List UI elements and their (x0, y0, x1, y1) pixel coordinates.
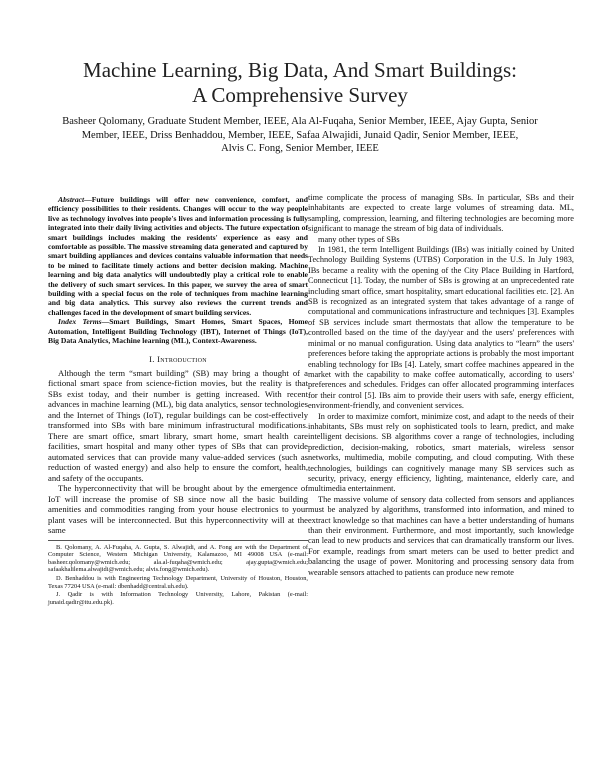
intro-paragraph: Although the term “smart building” (SB) may bring a thought of a fictional smart space from science-fiction movies, but the reality is that SBs exist today, and their number is getting increased. With recent advances in machine learning (ML), big data analytics, sensor technologies and the Internet of Things (IoT), regular buildings can be cost-effectively transformed into SBs with bare minimum infrastructural modifications. There are smart office, smart library, smart home, smart health care facilities, smart hospital and many other types of SBs that can provide automated services that can provide many value-added services (such as reduction of wasted energy) and also help to ensure the comfort, health, and safety of the occupants. (48, 367, 308, 483)
footnote: D. Benhaddou is with Engineering Technology Department, University of Houston, Houston, Texas 77204 USA (e-mail: dbenhadd@central.uh.edu). (48, 574, 308, 590)
footnote: J. Qadir is with Information Technology University, Lahore, Pakistan (e-mail: junaid.qadir@itu.edu.pk). (48, 591, 308, 606)
left-column (48, 195, 308, 607)
index-terms-text: —Smart Buildings, Smart Homes, Smart Spaces, Home Automation, Intelligent Building Technology (IBT), Internet of Things (IoT), Big Data Analytics, Machine learning (ML), Context-Awareness. (48, 317, 308, 346)
abstract-text: —Future buildings will offer new convenience, comfort, and efficiency possibilities to their residents. Changes will occur to the way people live as technology involves into people's lives and information processing is fully integrated into their daily living activities and objects. The future expectation of smart buildings includes making the residents' experience as easy and comfortable as possible. The massive streaming data generated and captured by smart building appliances and devices contains valuable information that needs to be mined to facilitate timely actions and better decision making. Machine learning and big data analytics will undoubtedly play a critical role to enable the delivery of such smart services. In this paper, we survey the area of smart building with a special focus on the role of techniques from machine learning and big data analytics. This survey also reviews the current trends and challenges faced in the development of smart building services. (48, 195, 308, 317)
title-line-2: A Comprehensive Survey (192, 83, 408, 107)
intro-paragraph: The hyperconnectivity that will be brought about by the emergence of IoT will increase the promise of SB since now all the basic building amenities and commodities ranging from your house electronics to your plant vases will be interconnected. But this hyperconnectivity will at the same (48, 483, 308, 536)
title-line-1: Machine Learning, Big Data, And Smart Buildings: (83, 58, 517, 82)
body-paragraph: The massive volume of sensory data collected from sensors and appliances must be analyzed by algorithms, transformed into information, and mined to extract knowledge so that machines can have a better understanding of humans than their environment. Furthermore, and most importantly, such knowledge can lead to new products and services that can dramatically transform our lives. For example, readings from smart meters can be used to better predict and balancing the usage of power. Monitoring and processing sensory data from wearable sensors attached to patients can produce new remote (308, 494, 574, 577)
index-terms (48, 317, 308, 345)
body-paragraph: In order to maximize comfort, minimize cost, and adapt to the needs of their inhabitants, SBs must rely on sophisticated tools to learn, predict, and make intelligent decisions. SB algorithms cover a range of technologies, including prediction, decision-making, robotics, smart materials, wireless sensor networks, multimedia, mobile computing, and cloud computing. With these technologies, buildings can cognitively manage many SB services such as security, privacy, energy efficiency, lighting, maintenance, elderly care, and multimedia entertainment. (308, 411, 574, 494)
abstract-lead: Abstract (58, 195, 85, 204)
author-list (40, 115, 560, 156)
body-paragraph: many other types of SBs (318, 234, 400, 244)
body-paragraph: In 1981, the term Intelligent Buildings (IBs) was initially coined by United Technology Building Systems (UTBS) Corporation in the U.S. In July 1983, IBs became a reality with the opening of the City Place Building in Hartford, Connecticut [1]. Today, the number of SBs is growing at an unprecedented rate including smart office, smart hospitality, smart educational facilities etc. [2]. An SB is recognized as an integrated system that takes advantage of a range of computational and communications infrastructure and techniques [3]. Examples of SB services include smart thermostats that allow the temperature to be controlled based on the time of the day/year and the users' preferences with minimal or no manual configuration. Using data analytics to “learn” the users' preferences before taking the appropriate actions is probably the most important enabling technology for IBs [4]. Lately, smart coffee machines appeared in the market with the capability to make coffee automatically, according to users' preferences and schedules. Fridges can offer allocated programming interfaces for their control [5]. IBs aim to provide their users with safe, energy efficient, environment-friendly, and convenient services. (308, 245, 574, 411)
author-line-1: Basheer Qolomany, Graduate Student Member, IEEE, Ala Al-Fuqaha, Senior Member, IEEE, Ajay Gupta, Senior (62, 116, 538, 127)
section-heading: I. Introduction (149, 353, 207, 364)
author-line-3: Alvis C. Fong, Senior Member, IEEE (221, 143, 379, 154)
body-paragraph: time complicate the process of managing SBs. In particular, SBs and their inhabitants are expected to create large volumes of streaming data. ML, sampling, compression, learning, and filtering technologies are becoming more significant to manage the stream of big data of individuals. (308, 193, 574, 234)
author-footnotes (48, 540, 308, 607)
footnote: B. Qolomany, A. Al-Fuqaha, A. Gupta, S. Alwajidi, and A. Fong are with the Department of Computer Science, Western Michigan University, Kalamazoo, MI 49008 USA (e-mail: basheer.qolomany@wmich.edu; ala.al-fuqaha@wmich.edu; ajay.gupta@wmich.edu; safaakhalilema.alwajidi@wmich.edu; alvis.fong@wmich.edu). (48, 543, 308, 574)
author-line-2: Member, IEEE, Driss Benhaddou, Member, IEEE, Safaa Alwajidi, Junaid Qadir, Senior Member, IEEE, (81, 129, 519, 141)
abstract (48, 195, 308, 317)
index-terms-lead: Index Terms (58, 317, 102, 327)
right-column (308, 193, 574, 578)
paper-title (20, 58, 580, 108)
